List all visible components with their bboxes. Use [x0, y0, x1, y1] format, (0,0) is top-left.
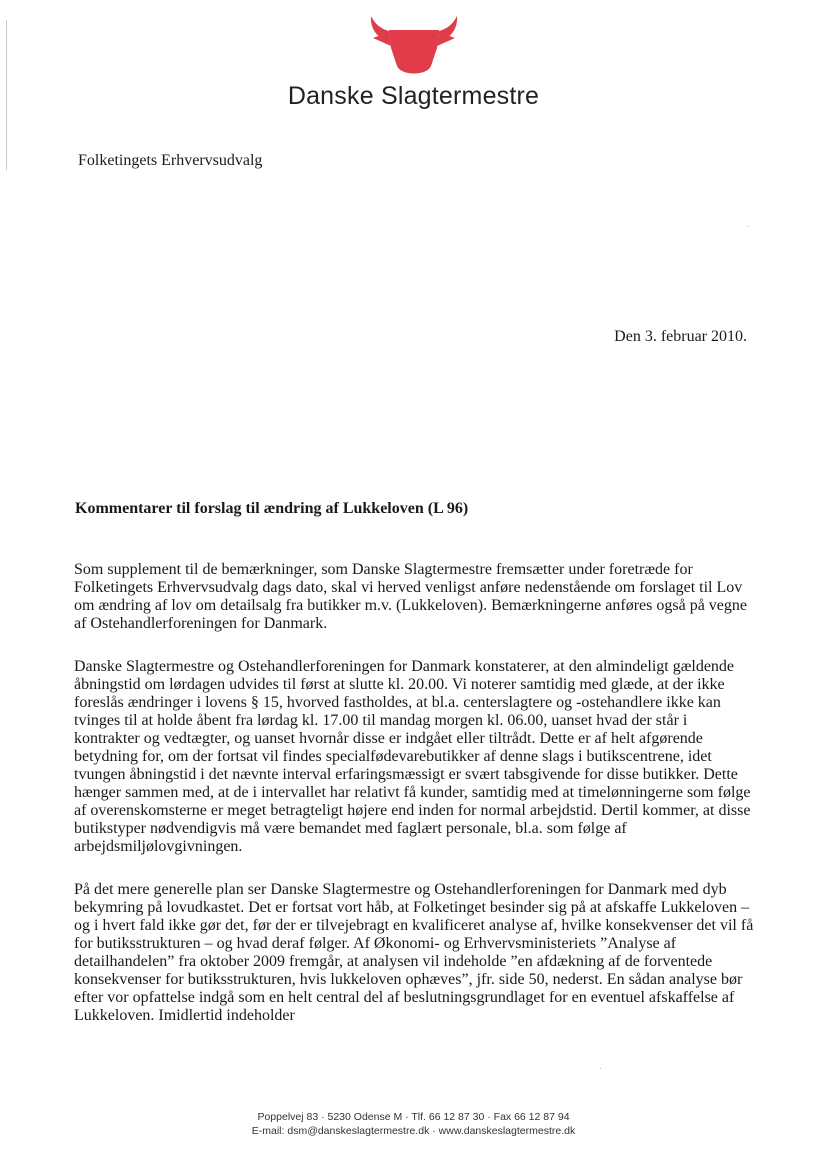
paragraph-2: Danske Slagtermestre og Ostehandlerforeningen for Danmark konstaterer, at den almindeligt gældende åbningstid om lørdagen udvides til først at slutte kl. 20.00. Vi noterer samtidig med glæde, at der ikke foreslås ændringer i lovens § 15, hvorved fastholdes, at bl.a. centerslagtere og -ostehandlere ikke kan tvinges til at holde åbent fra lørdag kl. 17.00 til mandag morgen kl. 06.00, uanset hvad der står i kontrakter og vedtægter, og uanset hvornår disse er indgået eller tiltrådt. Dette er af helt afgørende betydning for, om der fortsat vil findes specialfødevarebutikker af denne slags i butikscentrene, idet tvungen åbningstid i det nævnte interval erfaringsmæssigt er svært tabsgivende for disse butikker. Dette hænger sammen med, at de i intervallet har relativt få kunder, samtidig med at timelønningerne som følge af overenskomsterne er meget betragteligt højere end inden for normal arbejdstid. Dertil kommer, at disse butikstyper nødvendigvis må være bemandet med faglært personale, bl.a. som følge af arbejdsmiljølovgivningen.: [74, 658, 751, 855]
organization-name: Danske Slagtermestre: [287, 82, 540, 110]
letter-body: [74, 561, 754, 1050]
paragraph-1: Som supplement til de bemærkninger, som Danske Slagtermestre fremsætter under foretræde for Folketingets Erhvervsudvalg dags dato, skal vi herved venligst anføre nedenstående om forslaget til Lov om ændring af lov om detailsalg fra butikker m.v. (Lukkeloven). Bemærkningerne anføres også på vegne af Ostehandlerforeningen for Danmark.: [74, 561, 747, 632]
footer-address: Poppelvej 83 · 5230 Odense M · Tlf. 66 12 87 30 · Fax 66 12 87 94: [257, 1111, 570, 1123]
scan-speck: [748, 226, 749, 227]
letter-date: Den 3. februar 2010.: [614, 328, 747, 345]
bull-head-icon: [367, 14, 461, 80]
subject-heading: Kommentarer til forslag til ændring af Lukkeloven (L 96): [75, 500, 469, 517]
paragraph-3: På det mere generelle plan ser Danske Slagtermestre og Ostehandlerforeningen for Danmark med dyb bekymring på lovudkastet. Det er fortsat vort håb, at Folketinget besinder sig på at afskaffe Lukkeloven – og i hvert fald ikke gør det, før der er tilvejebragt en kvalificeret analyse af, hvilke konsekvenser det vil få for butiksstrukturen – og hvad deraf følger. Af Økonomi- og Erhvervsministeriets ”Analyse af detailhandelen” fra oktober 2009 fremgår, at analysen vil indeholde ”en afdækning af de forventede konsekvenser for butiksstrukturen, hvis lukkeloven ophæves”, jfr. side 50, nederst. En sådan analyse bør efter vor opfattelse indgå som en helt central del af beslutningsgrundlaget for en eventuel afskaffelse af Lukkeloven. Imidlertid indeholder: [74, 881, 754, 1024]
footer-contact: E-mail: dsm@danskeslagtermestre.dk · www.danskeslagtermestre.dk: [251, 1125, 576, 1137]
scan-speck: [600, 1068, 601, 1069]
letterhead-footer: [180, 1110, 647, 1138]
scan-edge-line: [6, 20, 7, 170]
recipient: Folketingets Erhvervsudvalg: [78, 152, 263, 169]
